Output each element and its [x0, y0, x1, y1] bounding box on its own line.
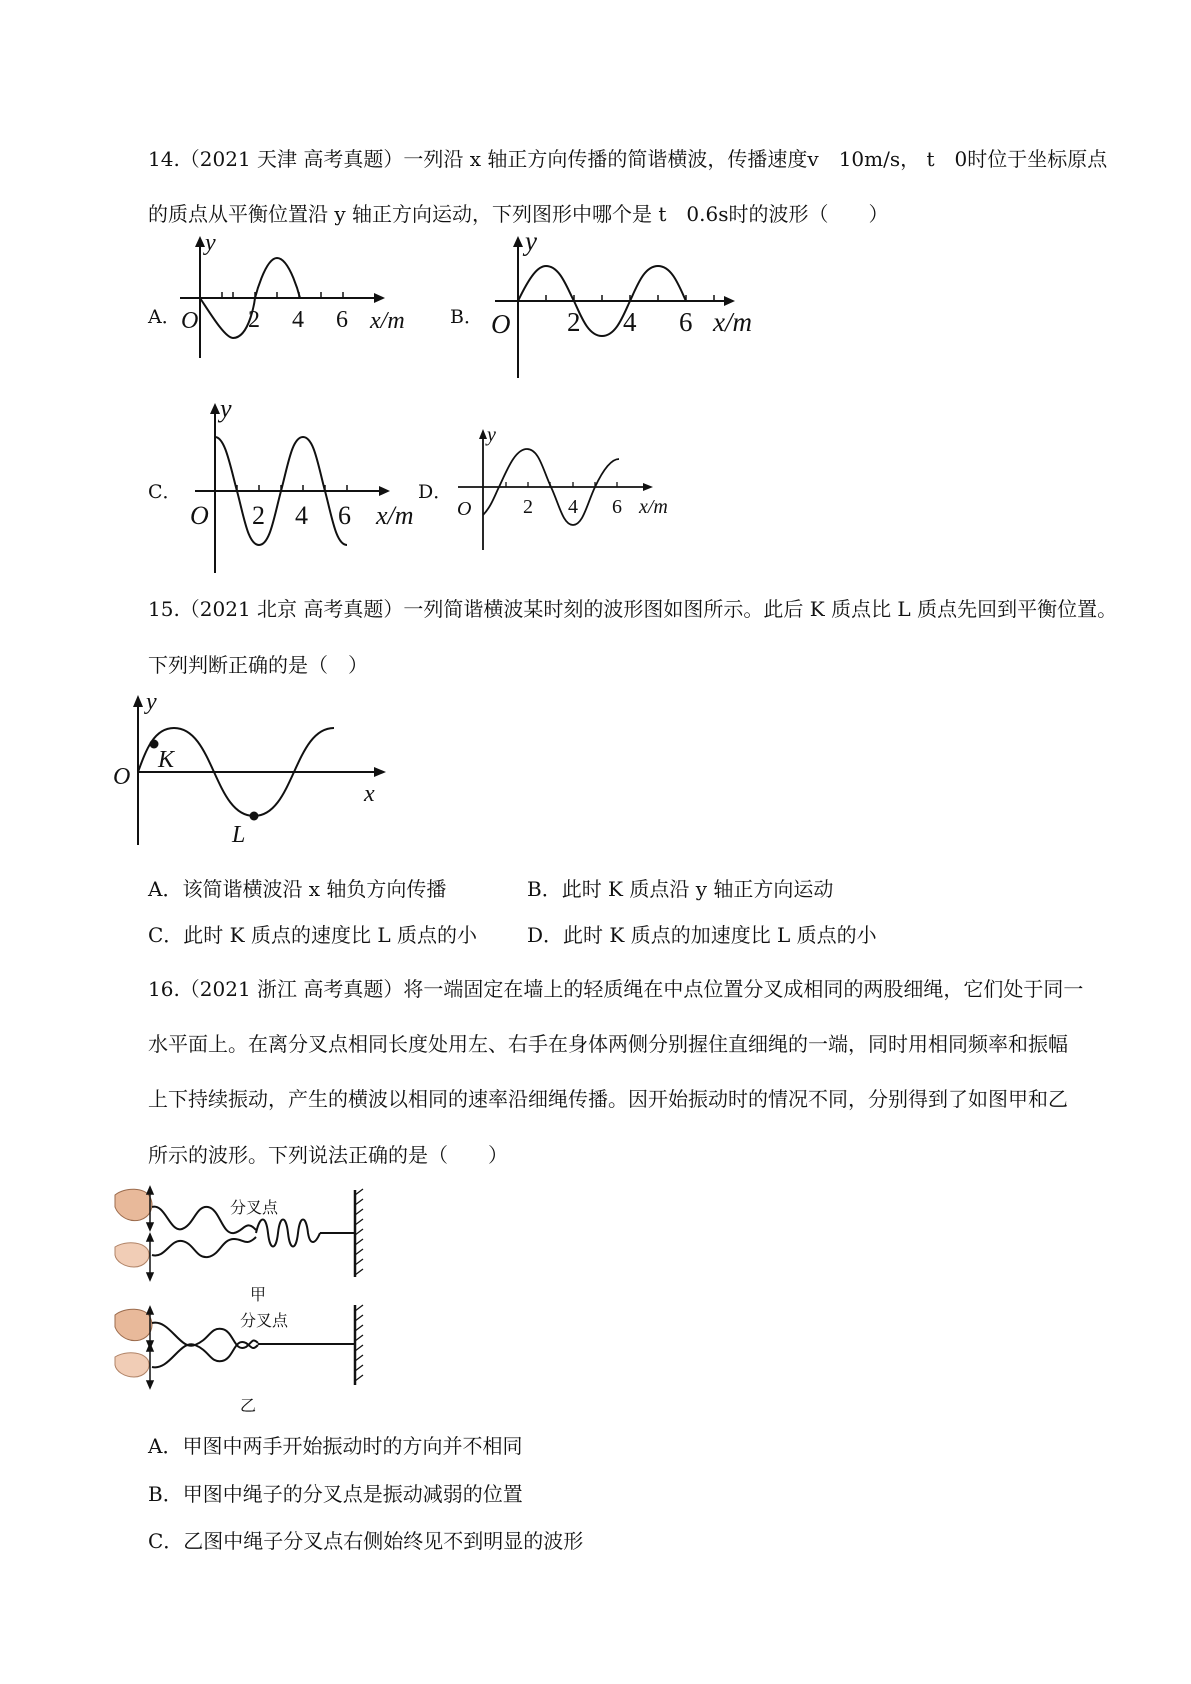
q15-option-c[interactable]: C．此时 K 质点的速度比 L 质点的小: [148, 923, 477, 947]
q14-option-c-label[interactable]: C．: [148, 481, 182, 503]
q14-option-b-label[interactable]: B．: [450, 306, 483, 328]
q16-option-a[interactable]: A．甲图中两手开始振动时的方向并不相同: [148, 1434, 523, 1458]
q15-option-d[interactable]: D．此时 K 质点的加速度比 L 质点的小: [527, 923, 877, 947]
q14-option-d-label[interactable]: D．: [418, 481, 453, 503]
q15-text-line2: 下列判断正确的是（ ）: [148, 653, 368, 677]
q16-text-line4: 所示的波形。下列说法正确的是（ ）: [148, 1143, 508, 1167]
q14-c-x-label: x/m: [376, 501, 414, 530]
right-hand-icon: [115, 1353, 149, 1377]
q14-b-tick-4: 4: [623, 307, 637, 337]
q14-option-d-graph[interactable]: [453, 425, 683, 550]
q16-figure-jia: [110, 1185, 410, 1305]
q14-option-c-graph[interactable]: [190, 395, 420, 575]
q14-c-origin: O: [190, 501, 209, 530]
q15-y-label: y: [146, 689, 157, 715]
q14-option-a-graph[interactable]: [175, 228, 420, 368]
q16-caption-jia: 甲: [250, 1287, 267, 1304]
q16-text-line1: 16.（2021 浙江 高考真题）将一端固定在墙上的轻质绳在中点位置分叉成相同的两股细绳，它们处于同一: [148, 977, 1084, 1001]
q16-text-line3: 上下持续振动，产生的横波以相同的速率沿细绳传播。因开始振动时的情况不同，分别得到了如图甲和乙: [148, 1087, 1068, 1111]
q14-a-x-label: x/m: [370, 308, 405, 334]
q15-option-b[interactable]: B．此时 K 质点沿 y 轴正方向运动: [527, 877, 834, 901]
q14-b-tick-6: 6: [679, 307, 693, 337]
q15-l-label: L: [232, 822, 246, 848]
q14-d-tick-4: 4: [568, 496, 578, 518]
q14-c-tick-4: 4: [295, 501, 308, 530]
q14-a-tick-6: 6: [336, 307, 348, 333]
q14-text-line1: 14.（2021 天津 高考真题）一列沿 x 轴正方向传播的简谐横波，传播速度v 10m/s， t 0时位于坐标原点: [148, 147, 1108, 171]
q14-b-tick-2: 2: [567, 307, 581, 337]
q15-option-a[interactable]: A．该简谐横波沿 x 轴负方向传播: [148, 877, 447, 901]
right-hand-icon: [115, 1243, 149, 1267]
q16-option-b[interactable]: B．甲图中绳子的分叉点是振动减弱的位置: [148, 1482, 523, 1506]
q14-a-tick-4: 4: [292, 307, 304, 333]
q14-d-tick-6: 6: [612, 496, 622, 518]
q14-text-line2: 的质点从平衡位置沿 y 轴正方向运动，下列图形中哪个是 t 0.6s时的波形（ ）: [148, 202, 889, 226]
q15-wave-figure: [108, 690, 408, 850]
q15-origin: O: [113, 764, 131, 790]
q14-b-x-label: x/m: [713, 307, 752, 337]
q15-text-line1: 15.（2021 北京 高考真题）一列简谐横波某时刻的波形图如图所示。此后 K 质点比 L 质点先回到平衡位置。: [148, 597, 1118, 621]
q15-x-label: x: [364, 781, 375, 807]
q15-k-label: K: [158, 747, 175, 773]
q14-b-y-label: y: [525, 226, 537, 256]
point-l: [250, 812, 259, 821]
q14-d-x-label: x/m: [639, 496, 668, 518]
q14-a-y-label: y: [205, 230, 216, 256]
q14-c-tick-2: 2: [252, 501, 265, 530]
q14-d-origin: O: [457, 498, 472, 520]
q14-option-a-label[interactable]: A．: [148, 306, 181, 328]
q14-d-tick-2: 2: [523, 496, 533, 518]
q16-fork-label-yi: 分叉点: [240, 1313, 289, 1330]
q16-text-line2: 水平面上。在离分叉点相同长度处用左、右手在身体两侧分别握住直细绳的一端，同时用相同频率和振幅: [148, 1032, 1068, 1056]
q14-a-tick-2: 2: [248, 307, 260, 333]
q14-c-y-label: y: [220, 394, 232, 423]
q14-a-origin: O: [181, 308, 199, 334]
q16-fork-label-jia: 分叉点: [230, 1200, 279, 1217]
q14-option-b-graph[interactable]: [485, 228, 775, 388]
q14-b-origin: O: [491, 309, 511, 339]
q16-figure-yi: [110, 1305, 410, 1415]
q16-option-c[interactable]: C．乙图中绳子分叉点右侧始终见不到明显的波形: [148, 1529, 584, 1553]
q14-d-y-label: y: [487, 424, 496, 446]
q14-c-tick-6: 6: [338, 501, 351, 530]
q16-caption-yi: 乙: [240, 1398, 257, 1415]
